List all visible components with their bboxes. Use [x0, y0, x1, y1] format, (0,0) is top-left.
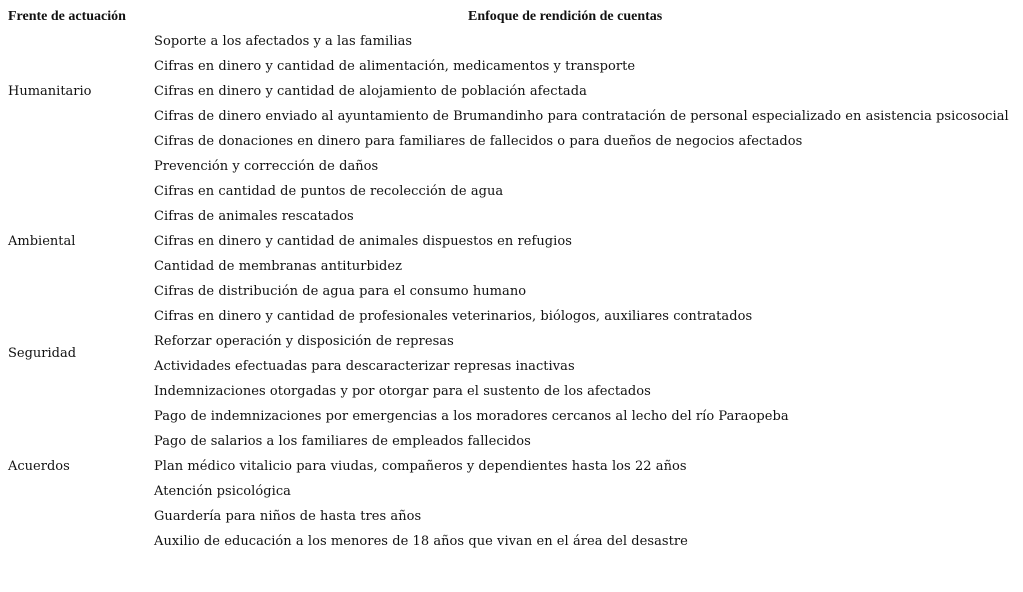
list-item: Pago de indemnizaciones por emergencias a los moradores cercanos al lecho del río Paraopeba	[154, 409, 789, 424]
list-item: Pago de salarios a los familiares de empleados fallecidos	[154, 434, 531, 449]
list-item: Indemnizaciones otorgadas y por otorgar para el sustento de los afectados	[154, 384, 651, 399]
list-item: Atención psicológica	[154, 484, 291, 499]
group-label-acuerdos: Acuerdos	[8, 459, 70, 474]
list-item: Plan médico vitalicio para viudas, compañeros y dependientes hasta los 22 años	[154, 459, 687, 474]
list-item: Reforzar operación y disposición de represas	[154, 334, 454, 349]
group-label-seguridad: Seguridad	[8, 346, 77, 361]
list-item: Cifras en dinero y cantidad de profesionales veterinarios, biólogos, auxiliares contratados	[154, 309, 753, 324]
header-frente-de-actuacion: Frente de actuación	[8, 9, 126, 24]
list-item: Actividades efectuadas para descaracterizar represas inactivas	[154, 359, 575, 374]
list-item: Cifras de dinero enviado al ayuntamiento de Brumandinho para contratación de personal especializado en asistencia psicosocial	[154, 109, 1009, 124]
list-item: Cifras de animales rescatados	[154, 209, 354, 224]
list-item: Cifras en dinero y cantidad de alojamiento de población afectada	[154, 84, 587, 99]
list-item: Soporte a los afectados y a las familias	[154, 34, 413, 49]
group-items-acuerdos	[154, 383, 789, 558]
group-items-seguridad	[154, 333, 575, 383]
list-item: Cifras en dinero y cantidad de alimentación, medicamentos y transporte	[154, 59, 636, 74]
list-item: Guardería para niños de hasta tres años	[154, 509, 422, 524]
list-item: Cifras de distribución de agua para el consumo humano	[154, 284, 527, 299]
group-label-ambiental: Ambiental	[8, 234, 76, 249]
group-items-humanitario	[154, 33, 1009, 158]
list-item: Auxilio de educación a los menores de 18 años que vivan en el área del desastre	[154, 534, 688, 549]
list-item: Cantidad de membranas antiturbidez	[154, 259, 403, 274]
list-item: Cifras en cantidad de puntos de recolección de agua	[154, 184, 504, 199]
header-enfoque-rendicion-cuentas: Enfoque de rendición de cuentas	[468, 9, 663, 24]
group-items-ambiental	[154, 158, 752, 333]
list-item: Prevención y corrección de daños	[154, 159, 379, 174]
group-label-humanitario: Humanitario	[8, 84, 92, 99]
list-item: Cifras de donaciones en dinero para familiares de fallecidos o para dueños de negocios afectados	[154, 134, 803, 149]
list-item: Cifras en dinero y cantidad de animales dispuestos en refugios	[154, 234, 572, 249]
